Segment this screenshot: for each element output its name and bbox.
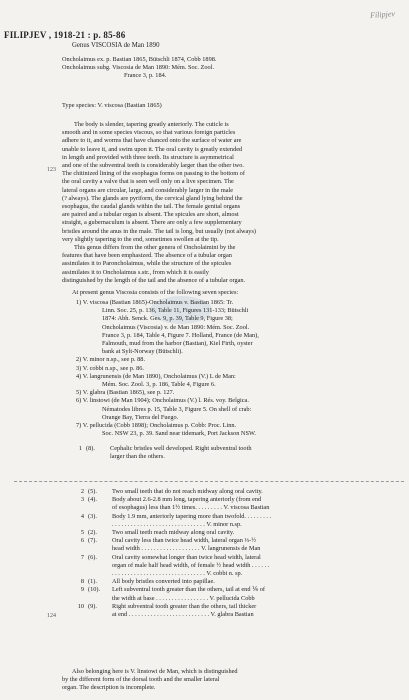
key-couplet [88,570,112,578]
key-text: Cephalic bristles well developed. Right subventral tooth [110,445,252,452]
identification-key [62,488,271,619]
key-row [62,611,271,619]
species-entry: 2) V. minor n.sp., see p. 88. [76,356,146,364]
key-text: Two small teeth reach midway along oral cavity. [112,529,235,537]
description-line: in length and provided with three teeth. Its structure is asymmetrical [62,153,234,161]
key-text: Right subventral tooth greater than the others, tail thicker [112,602,257,610]
description-line: features that have been emphasized. The absence of a tubular organ [62,252,232,260]
key-couplet [86,453,110,461]
key-couplet: (6). [88,553,97,561]
species-intro: At present genus Viscosia consists of the following seven species: [72,289,239,296]
synonym-line: Oncholaimus subg. Viscosia de Man 1890: Mém. Soc. Zool. [62,64,215,72]
species-entry-continuation: Linn. Soc. 25, p. 136, Table 11, Figures 131-133; Bütschli [102,307,249,315]
key-number: 8 [80,578,84,586]
key-row [62,521,271,529]
key-text: at end . . . . . . . . . . . . . . . . . . . . . . . . . . V. glabra Bastian [112,611,254,619]
description-block [62,121,256,285]
key-number [62,562,88,570]
key-number [62,521,88,529]
closing-line: Also belonging here is V. linstowi de Man, which is distinguished [72,668,238,675]
key-text: the width at base . . . . . . . . . . . . . . . . . V. pellucida Cobb [112,594,255,602]
species-entry-continuation: Falmouth, mud from the harbor (Bastian), Kiel Firth, oyster [102,340,253,348]
key-row [62,603,271,611]
key-text: Body about 2.6-2.8 mm long, tapering anteriorly (from end [112,496,262,504]
key-couplet [88,562,112,570]
key-row [60,453,251,461]
key-row [62,496,271,504]
key-row [60,445,251,453]
key-text: . . . . . . . . . . . . . . . . . . . . . . . . . . . . . . V. minor n.sp. [112,520,242,528]
type-species: Type species: V. viscosa (Bastian 1865) [62,102,162,109]
key-text: Body 1.9 mm, anteriorly tapering more than twofold. . . . . . . . . [112,512,272,520]
description-line: bristles around the anus in the male. The tail is long, but usually (not always) [62,227,257,235]
key-row [62,595,271,603]
description-line: assimilates it to Paroncholaimus, while the structure of the spicules [62,260,232,268]
closing-line: organ. The description is incomplete. [62,684,156,692]
species-entry-continuation: Nématodes libres p. 15, Table 3, Figure 5. On shell of crab: [102,405,252,413]
key-number: 3 [80,496,84,504]
description-line: very slightly tapering to the end, sometimes swollen at the tip. [62,235,219,243]
key-row [62,488,271,496]
key-number: 9 [80,586,84,594]
key-number [60,453,86,461]
key-row [62,529,271,537]
key-number: 1 [78,445,82,452]
key-row [62,570,271,578]
description-line: are paired and a tubular organ is absent. The spicules are short, almost [62,211,239,219]
species-entry: 7) V. pellucida (Cobb 1898); Oncholaimus p. Cobb: Proc. Linn. [76,422,237,430]
key-text: All body bristles converted into papillae. [112,578,215,586]
key-couplet: (1). [88,578,97,586]
synonym-line: Oncholaimus ex. p. Bastian 1865, Bütschli 1874, Cobb 1898. [62,56,217,63]
description-line: the oral cavity a valve that is seen well only on a live specimen. The [62,178,234,186]
species-entry-continuation: Soc. NSW 23, p. 39. Sand near tidemark, Port Jackson NSW. [102,430,256,438]
key-row [62,504,271,512]
key-number: 10 [77,602,84,610]
key-text: head width . . . . . . . . . . . . . . . . . . . V. langrunensis de Man [112,545,261,553]
species-entry-continuation: France 3, p. 184, Table 4, Figure 7. Holland, France (de Man), [102,331,259,339]
margin-page-number: 123 [47,167,56,173]
key-couplet: (9). [88,602,97,610]
key-row [62,578,271,586]
species-entry-continuation: bank at Sylt-Norway (Bütschli). [102,348,183,356]
key-number: 6 [80,537,84,545]
key-couplet [88,545,112,553]
species-entry-continuation: Oncholaimus (Viscosia) v. de Man 1890: Mém. Soc. Zool. [102,323,250,331]
key-couplet: (3). [88,512,97,520]
key-row [62,537,271,545]
key-number: 7 [80,553,84,561]
closing-paragraph [62,668,238,693]
species-entry: 3) V. cobbi n.sp., see p. 86. [76,364,144,372]
key-text: larger than the others. [110,453,165,461]
key-text: Oral cavity somewhat longer than twice head width, lateral [112,553,261,561]
key-text: organ of male half head width, of female ½ head width . . . . . . [112,561,270,569]
key-text: Oral cavity less than twice head width, lateral organ ⅓-½ [112,537,256,545]
species-entry-continuation: Orange Bay, Tierra del Fuego. [102,413,179,421]
synonyms-block [62,56,216,81]
species-entry: 1) V. viscosa (Bastian 1865)-Oncholaimus v. Bastian 1865: Tr. [76,299,234,306]
key-couplet: (8). [86,445,95,452]
description-line: smooth and in some species viscous, so that various foreign particles [62,129,236,137]
key-number [62,611,88,619]
key-row [62,562,271,570]
key-top [60,445,251,461]
key-number: 4 [80,512,84,520]
key-row [62,513,271,521]
handwritten-note: Filipjev [369,9,396,20]
key-number: 5 [80,529,84,537]
species-entry-continuation: 1874: Abh. Senck. Ges. 9, p. 39, Table 9, Figure 38; [102,315,233,323]
key-couplet: (10). [88,586,101,594]
description-line: The body is slender, tapering greatly anteriorly. The cuticle is [74,121,229,128]
description-line: esophagus, the caudal glands within the tail. The female genital organs [62,203,241,211]
species-entry: 5) V. glabra (Bastian 1865), see p. 127. [76,389,175,397]
key-number: 2 [80,488,84,495]
description-line: straight, a gubernaculum is absent. There are only a few supplementary [62,219,242,227]
key-couplet: (4). [88,496,97,504]
species-entry: 4) V. langrunensis (de Man 1890), Oncholaimus (V.) L de Man: [76,372,236,380]
key-couplet: (7). [88,537,97,545]
description-line: adhere to it, and worms that have chanced onto the surface of water are [62,137,242,145]
description-line: The chitinized lining of the esophagus forms on passing to the bottom of [62,170,245,178]
description-line: lateral organs are circular, large, and considerably larger in the male [62,186,234,194]
key-couplet: (5). [88,488,97,495]
key-text: Two small teeth that do not reach midway along oral cavity. [112,488,263,495]
key-number [62,545,88,553]
species-list [62,299,259,438]
closing-line: by the different form of the dorsal tooth and the smaller lateral [62,676,220,684]
key-text: . . . . . . . . . . . . . . . . . . . . . . . . . . . . . . V. cobbi n. sp. [112,570,243,578]
description-line: assimilates it to Oncholaimus s.str., from which it is easily [62,268,209,276]
key-number [62,570,88,578]
description-line: and one of the subventral teeth is considerably larger than the other two. [62,162,244,170]
key-couplet: (2). [88,529,97,537]
genus-title: Genus VISCOSIA de Man 1890 [72,42,160,49]
key-couplet [88,504,112,512]
description-line: unable to leave it, and swim upon it. The oral cavity is greatly extended [62,145,243,153]
species-entry-continuation: Mém. Soc. Zool. 3, p. 186, Table 4, Figure 6. [102,381,216,389]
divider-line [14,481,404,482]
key-number [62,595,88,603]
key-row [62,554,271,562]
key-row [62,586,271,594]
description-line: This genus differs from the other genera of Oncholaimini by the [74,244,236,252]
key-text: Left subventral tooth greater than the others, tail at end ⅙ of [112,586,265,594]
species-entry: 6) V. linstowi (de Man 1904); Oncholaimus (V.) l. Rés. voy. Belgica. [76,397,249,405]
synonym-line: France 3, p. 184. [124,72,167,80]
page-header: FILIPJEV , 1918-21 : p. 85-86 [4,30,126,40]
description-line: distinguished by the length of the tail and the absence of a tubular organ. [62,276,246,284]
key-couplet [88,611,112,619]
margin-page-number: 124 [47,613,56,619]
key-couplet [88,521,112,529]
key-row [62,545,271,553]
key-couplet [88,595,112,603]
key-text: of esophagus) less than 1½ times. . . . . . . . . V. viscosa Bastian [112,504,270,512]
description-line: (? always). The glands are pyriform, the cervical gland lying behind the [62,194,243,202]
key-number [62,504,88,512]
